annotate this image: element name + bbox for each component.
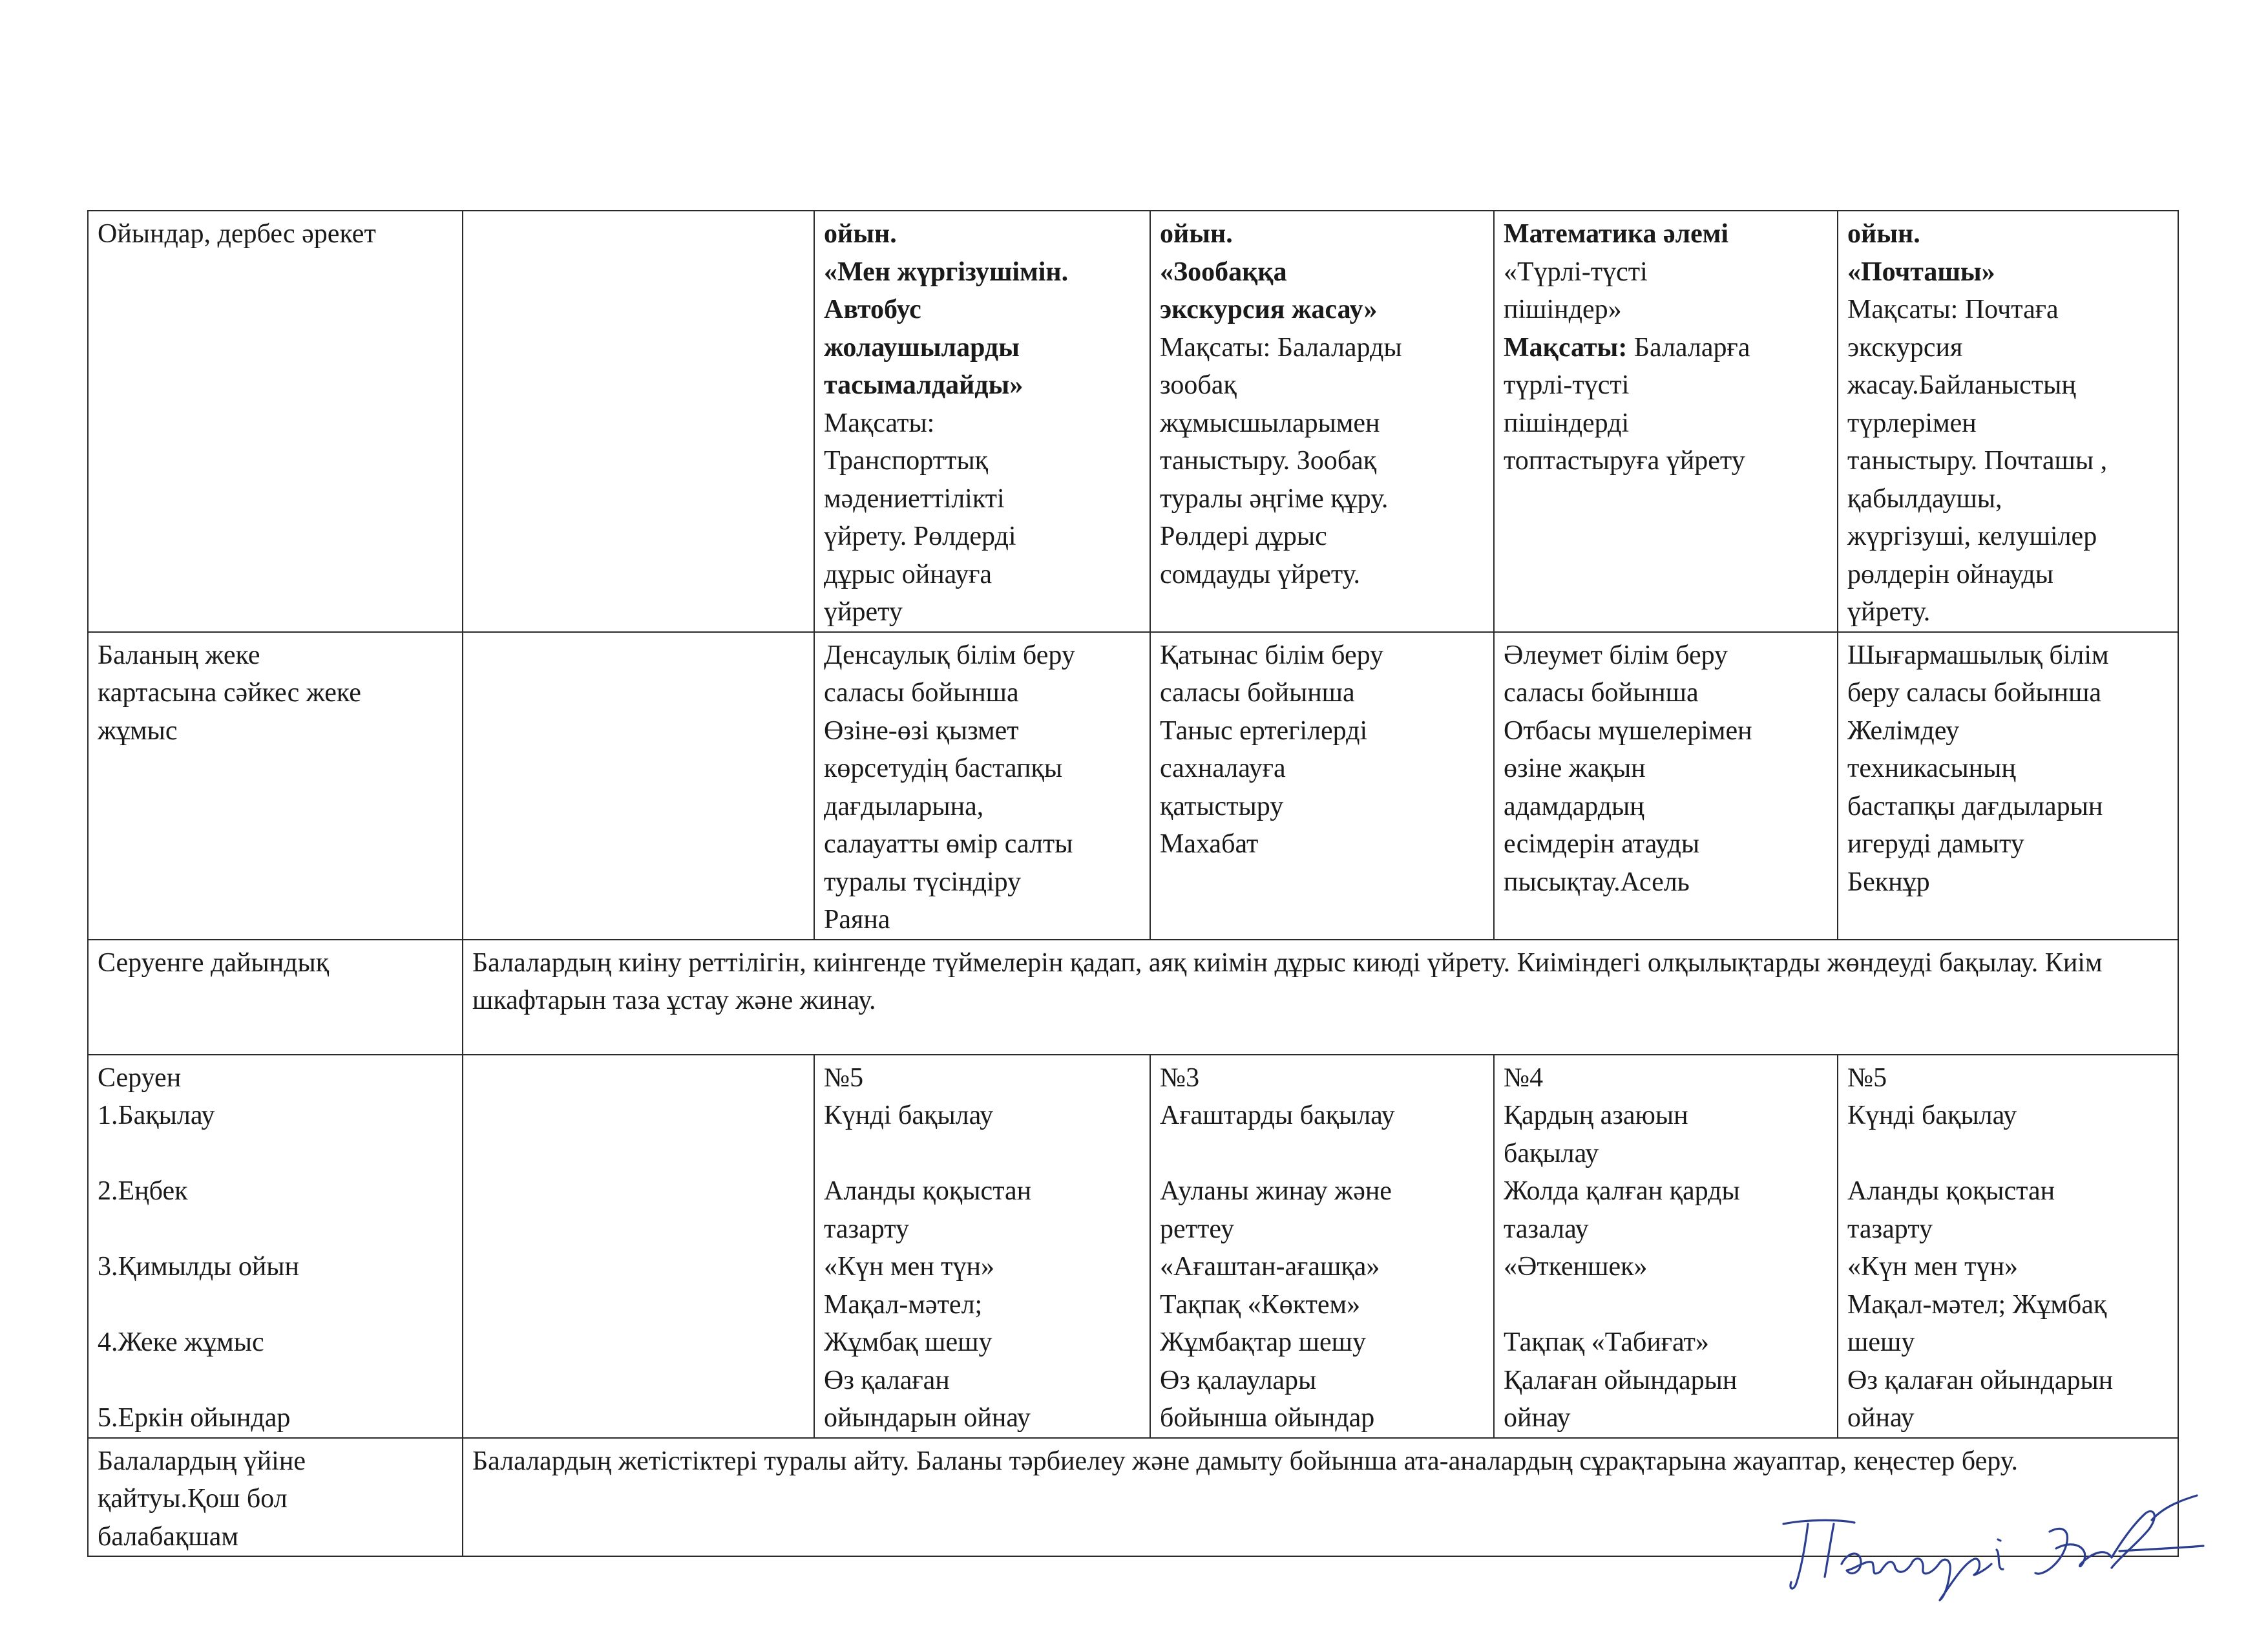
label-line [98,1210,453,1249]
cell-line: Тақпақ «Көктем» [1160,1289,1361,1320]
cell-line: дағдыларына, [824,791,984,821]
cell-line: бастапқы дағдыларын [1847,791,2103,821]
cell-line: Тақпақ «Табиғат» [1504,1327,1709,1357]
empty-cell [463,211,814,632]
cell-line: Мақсаты: Почтаға [1847,295,2059,324]
cell-line: қабылдаушы, [1847,483,2002,514]
cell-line [1504,1286,1828,1324]
cell-line: №5 [824,1062,864,1093]
cell-line: түрлерімен [1847,408,1977,438]
label-line: Баланың жеке [98,640,260,670]
day-cell-3 [1494,632,1838,940]
cell-line: саласы бойынша [824,678,1019,708]
label-line [98,1362,453,1400]
cell-line: пысықтау.Асель [1504,867,1690,897]
label-line: Ойындар, дербес әрекет [98,219,376,249]
cell-line: Махабат [1160,829,1259,859]
row-label-individual-work [88,632,463,940]
cell-line: Мақсаты: Балаларға [1504,332,1750,363]
cell-line: шешу [1847,1327,1915,1357]
cell-line: Денсаулық білім беру [824,640,1075,670]
cell-line: Мақсаты: [824,408,935,438]
cell-line: №4 [1504,1062,1544,1093]
day-cell-2 [1150,211,1494,632]
cell-line: пішіндерді [1504,408,1630,438]
row-label-games [88,211,463,632]
cell-line: ойнау [1847,1403,1915,1433]
cell-line: түрлі-түсті [1504,370,1630,400]
cell-line [1847,1135,2168,1173]
plan-table-sheet [87,210,2178,1552]
cell-line: Аланды қоқыстан [1847,1176,2055,1206]
cell-line: ойын. [1847,219,1920,249]
cell-line: жолаушыларды [824,332,1020,363]
cell-line: сахналауға [1160,754,1286,783]
day-cell-3 [1494,1055,1838,1438]
cell-line: жасау.Байланыстың [1847,370,2076,400]
cell-line: Таныс ертегілерді [1160,715,1368,746]
cell-line: Өз қалаған [824,1365,950,1395]
day-cell-4 [1838,211,2178,632]
cell-line: Күнді бақылау [1847,1101,2017,1130]
row-label-going-home [88,1438,463,1557]
cell-line: туралы әңгіме құру. [1160,483,1389,514]
table-row-walk-prep [88,940,2178,1055]
label-line: Серуенге дайындық [98,947,330,978]
cell-line: Ағаштарды бақылау [1160,1101,1395,1130]
cell-line: дұрыс ойнауға [824,559,992,589]
cell-line: «Зообаққа [1160,257,1287,287]
cell-line: салауатты өмір салты [824,829,1073,859]
cell-line: тазарту [824,1214,909,1244]
cell-line: Әлеумет білім беру [1504,640,1728,670]
cell-line: саласы бойынша [1504,678,1699,708]
day-cell-4 [1838,632,2178,940]
cell-line: таныстыру. Зообақ [1160,446,1377,476]
day-cell-4 [1838,1055,2178,1438]
cell-line: Өз қалаулары [1160,1365,1317,1395]
day-cell-1 [814,1055,1150,1438]
cell-line: Қалаған ойындарын [1504,1365,1738,1395]
day-cell-2 [1150,632,1494,940]
label-line: 2.Еңбек [98,1176,188,1206]
cell-line: үйрету. [1847,597,1931,627]
cell-line: жүргізуші, келушілер [1847,522,2097,551]
empty-cell [463,632,814,940]
going-home-text: Балалардың жетістіктері туралы айту. Баланы тәрбиелеу және дамыту бойынша ата-аналардың сұрақтарына жауаптар, кеңестер беру. [463,1438,2178,1557]
signature-image [1758,1486,2223,1603]
cell-line: Отбасы мүшелерімен [1504,715,1752,746]
cell-line: Мақсаты: Балаларды [1160,332,1402,363]
cell-line: адамдардың [1504,791,1644,821]
cell-line: бойынша ойындар [1160,1403,1375,1433]
cell-line: Математика әлемі [1504,219,1729,249]
cell-line: «Күн мен түн» [1847,1252,2019,1282]
cell-line: топтастыруға үйрету [1504,446,1745,476]
cell-line: Транспорттық [824,446,989,476]
cell-line: Раяна [824,905,890,935]
cell-line: ойындарын ойнау [824,1403,1031,1433]
label-line: 5.Еркін ойындар [98,1403,291,1433]
cell-line: Өз қалаған ойындарын [1847,1365,2114,1395]
row-label-walk [88,1055,463,1438]
label-line [98,1135,453,1173]
cell-line: Мақал-мәтел; [824,1289,983,1320]
cell-line: «Әткеншек» [1504,1252,1648,1282]
cell-line: №5 [1847,1062,1887,1093]
cell-line: Шығармашылық білім [1847,640,2109,670]
cell-line: Жұмбақтар шешу [1160,1327,1366,1357]
cell-line: Рөлдері дұрыс [1160,522,1327,551]
cell-line: тасымалдайды» [824,370,1024,400]
cell-line: Қатынас білім беру [1160,640,1384,670]
cell-line: Автобус [824,295,921,324]
label-line: Серуен [98,1062,182,1093]
cell-line: Өзіне-өзі қызмет [824,715,1019,746]
day-cell-2 [1150,1055,1494,1438]
cell-line: өзіне жақын [1504,754,1646,783]
label-line: қайтуы.Қош бол [98,1484,288,1514]
cell-line: экскурсия [1847,332,1963,363]
cell-line: ойнау [1504,1403,1571,1433]
table-row-individual-work [88,632,2178,940]
cell-line: көрсетудің бастапқы [824,754,1063,783]
cell-line: мәдениеттілікті [824,483,1005,514]
cell-line: техникасының [1847,754,2016,783]
cell-line: «Ағаштан-ағашқа» [1160,1252,1380,1282]
cell-line: реттеу [1160,1214,1234,1244]
cell-line [824,1135,1140,1173]
label-line [98,1286,453,1324]
cell-line: үйрету. Рөлдерді [824,522,1016,551]
cell-line: туралы түсіндіру [824,867,1022,897]
cell-line: зообақ [1160,370,1237,400]
label-line: Балалардың үйіне [98,1446,306,1476]
cell-line: бақылау [1504,1138,1599,1168]
weekly-plan-table [87,210,2179,1557]
cell-line: тазалау [1504,1214,1589,1244]
cell-inline-text: Балаларға [1627,332,1750,363]
cell-line: тазарту [1847,1214,1933,1244]
cell-line: Ауланы жинау және [1160,1176,1392,1206]
cell-line: Бекнұр [1847,867,1930,897]
cell-line: «Почташы» [1847,257,1995,287]
cell-line: қатыстыру [1160,791,1284,821]
table-row-walk [88,1055,2178,1438]
cell-line: Қардың азаюын [1504,1101,1688,1130]
cell-line [1160,1135,1484,1173]
cell-line: ойын. [1160,219,1233,249]
cell-line: сомдауды үйрету. [1160,559,1360,589]
cell-line: Аланды қоқыстан [824,1176,1032,1206]
label-line: балабақшам [98,1521,238,1552]
cell-line: Күнді бақылау [824,1101,994,1130]
cell-line: есімдерін атауды [1504,829,1700,859]
label-line: 1.Бақылау [98,1101,215,1130]
cell-line: Жолда қалған қарды [1504,1176,1740,1206]
cell-line: «Мен жүргізушімін. [824,257,1069,287]
cell-line: №3 [1160,1062,1200,1093]
cell-line: Мақал-мәтел; Жұмбақ [1847,1289,2107,1320]
day-cell-1 [814,632,1150,940]
cell-line: Жұмбақ шешу [824,1327,992,1357]
day-cell-1 [814,211,1150,632]
cell-line: жұмысшыларымен [1160,408,1380,438]
label-line: 3.Қимылды ойын [98,1252,300,1282]
cell-line: саласы бойынша [1160,678,1355,708]
empty-cell [463,1055,814,1438]
cell-line: үйрету [824,597,903,627]
label-line: картасына сәйкес жеке [98,678,361,708]
table-row-games [88,211,2178,632]
label-line: 4.Жеке жұмыс [98,1327,264,1357]
cell-line: Желімдеу [1847,715,1960,746]
cell-line: пішіндер» [1504,295,1622,324]
label-line: жұмыс [98,715,178,746]
day-cell-3 [1494,211,1838,632]
cell-line: таныстыру. Почташы , [1847,446,2108,476]
cell-line: «Түрлі-түсті [1504,257,1648,287]
cell-line: экскурсия жасау» [1160,295,1378,324]
row-label-walk-prep [88,940,463,1055]
cell-line: ойын. [824,219,897,249]
cell-line: «Күн мен түн» [824,1252,995,1282]
cell-line: рөлдерін ойнауды [1847,559,2054,589]
cell-line: беру саласы бойынша [1847,678,2102,708]
cell-line: игеруді дамыту [1847,829,2024,859]
walk-prep-text: Балалардың киіну реттілігін, киінгенде түймелерін қадап, аяқ киімін дұрыс киюді үйрету. Киіміндегі олқылықтарды жөндеуді бақылау. Киім шкафтарын таза ұстау және жинау. [463,940,2178,1055]
